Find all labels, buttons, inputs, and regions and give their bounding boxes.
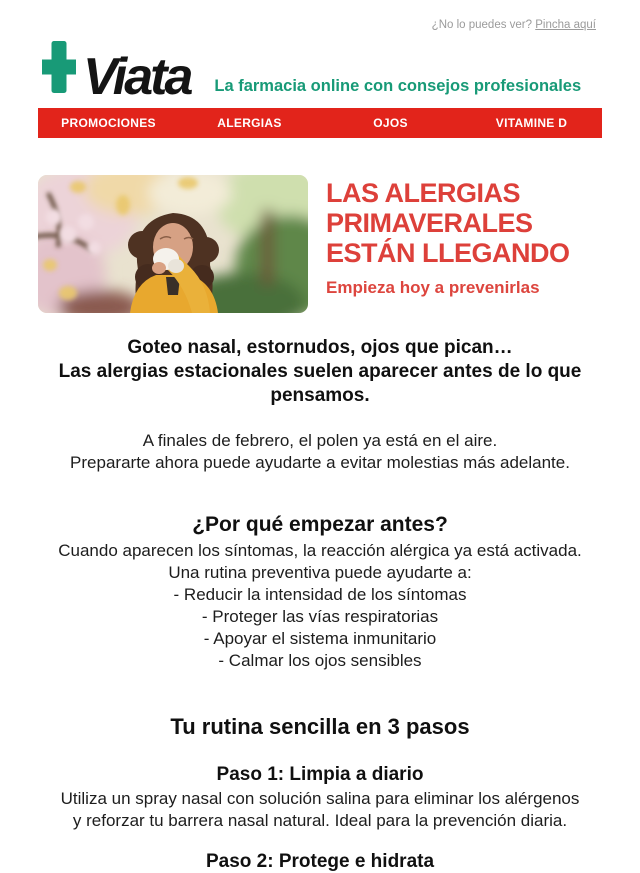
nav-bar <box>38 108 602 138</box>
nav-item-alergias[interactable]: ALERGIAS <box>217 116 282 130</box>
hero-headline-line2: PRIMAVERALES <box>326 208 533 238</box>
why-bullet: - Proteger las vías respiratorias <box>201 607 439 626</box>
hero-section <box>38 175 602 313</box>
step2-title-cutoff: Paso 2: Protege e hidrata <box>205 851 435 872</box>
preheader-text: ¿No lo puedes ver? <box>431 19 533 31</box>
step1-line1: Utiliza un spray nasal con solución salina para eliminar los alérgenos <box>60 789 580 808</box>
hero-text <box>326 175 570 313</box>
brand-tagline: La farmacia online con consejos profesionales <box>214 77 582 95</box>
hero-subheadline: Empieza hoy a prevenirlas <box>326 278 540 297</box>
intro-paragraph <box>38 430 602 474</box>
step1-paragraph <box>38 788 602 832</box>
why-section-title: ¿Por qué empezar antes? <box>192 513 448 536</box>
intro-reg-line2: Prepararte ahora puede ayudarte a evitar molestias más adelante. <box>70 453 570 472</box>
brand-header <box>0 43 640 107</box>
intro-bold-line1: Goteo nasal, estornudos, ojos que pican… <box>127 337 513 358</box>
email-body <box>38 175 602 873</box>
step1-title: Paso 1: Limpia a diario <box>216 764 424 785</box>
nav-item-ojos[interactable]: OJOS <box>373 116 408 130</box>
hero-headline <box>326 178 570 268</box>
why-line: Una rutina preventiva puede ayudarte a: <box>168 563 472 582</box>
intro-bold-line2: Las alergias estacionales suelen aparecer antes de lo que pensamos. <box>58 361 582 406</box>
preheader <box>0 0 640 31</box>
routine-section-title: Tu rutina sencilla en 3 pasos <box>170 714 470 739</box>
hero-headline-line1: LAS ALERGIAS <box>326 178 521 208</box>
why-line: Cuando aparecen los síntomas, la reacción alérgica ya está activada. <box>58 541 582 560</box>
nav-item-promociones[interactable]: PROMOCIONES <box>61 116 156 130</box>
why-bullet: - Calmar los ojos sensibles <box>218 651 422 670</box>
nav-item-vitamine-d[interactable]: VITAMINE D <box>495 116 568 130</box>
hero-image[interactable] <box>38 175 308 313</box>
why-bullet: - Apoyar el sistema inmunitario <box>203 629 437 648</box>
why-start-early-section <box>38 513 602 672</box>
pharmacy-cross-icon <box>42 41 76 98</box>
intro-reg-line1: A finales de febrero, el polen ya está en el aire. <box>142 431 498 450</box>
why-bullet: - Reducir la intensidad de los síntomas <box>173 585 467 604</box>
intro-bold-paragraph <box>38 336 602 408</box>
hero-headline-line3: ESTÁN LLEGANDO <box>326 238 570 268</box>
view-online-link[interactable]: Pincha aquí <box>535 19 596 31</box>
brand-wordmark[interactable]: Viata <box>83 48 191 107</box>
step1-line2: y reforzar tu barrera nasal natural. Ideal para la prevención diaria. <box>72 811 568 830</box>
